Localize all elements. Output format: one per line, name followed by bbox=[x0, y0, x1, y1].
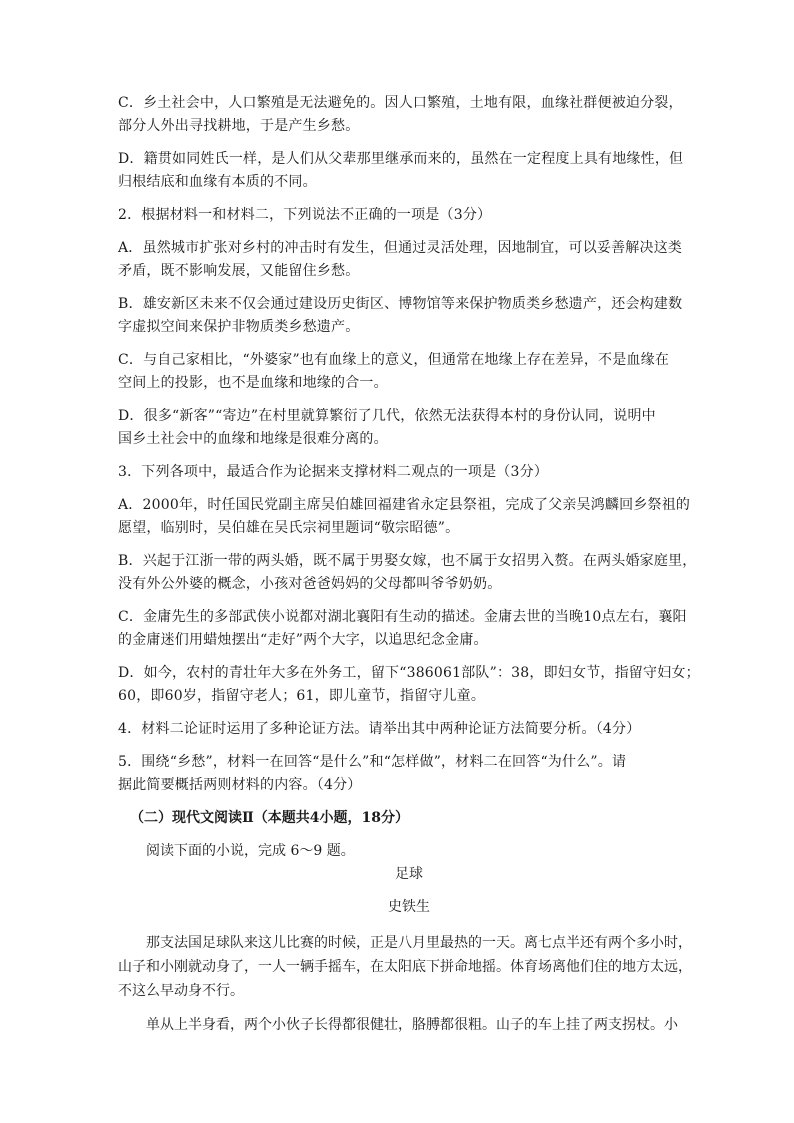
q2-option-c bbox=[118, 349, 678, 395]
story-title: 足球 bbox=[395, 866, 423, 882]
q3-option-b bbox=[118, 550, 697, 596]
text-line: 山子和小刚就动身了，一人一辆手摇车，在太阳底下拼命地摇。体育场离他们住的地方太远， bbox=[118, 959, 692, 975]
question-2-stem bbox=[118, 204, 678, 227]
story-paragraph bbox=[118, 1013, 678, 1037]
text-line: 的金庸迷们用蜡烛摆出“走好”两个大字，以追思纪念金庸。 bbox=[118, 632, 488, 648]
question-4 bbox=[118, 718, 678, 741]
text-line: 没有外公外婆的概念，小孩对爸爸妈妈的父母都叫爷爷奶奶。 bbox=[118, 576, 502, 592]
text-line: 字虚拟空间来保护非物质类乡愁遗产。 bbox=[118, 319, 360, 335]
text-line: 那支法国足球队来这儿比赛的时候，正是八月里最热的一天。离七点半还有两个多小时， bbox=[146, 935, 692, 951]
text-line: 2．根据材料一和材料二，下列说法不正确的一项是（3分） bbox=[118, 207, 492, 223]
text-line: C．乡土社会中，人口繁殖是无法避免的。因人口繁殖，土地有限，血缘社群便被迫分裂， bbox=[118, 95, 683, 111]
text-line: 单从上半身看，两个小伙子长得都很健壮，胳膊都很粗。山子的车上挂了两支拐杖。小 bbox=[146, 1017, 678, 1033]
q3-option-d bbox=[118, 662, 700, 708]
text-line: D．很多“新客”“寄边”在村里就算繁衍了几代，依然无法获得本村的身份认同，说明中 bbox=[118, 408, 656, 424]
q1-option-c bbox=[118, 92, 683, 138]
text-line: 愿望，临别时，吴伯雄在吴氏宗祠里题词“敬宗昭德”。 bbox=[118, 520, 460, 536]
text-line: B．兴起于江浙一带的两头婚，既不属于男娶女嫁，也不属于女招男入赘。在两头婚家庭里， bbox=[118, 553, 697, 569]
text-line: 4．材料二论证时运用了多种论证方法。请举出其中两种论证方法简要分析。（4分） bbox=[118, 721, 641, 737]
text-line: 60，即60岁，指留守老人；61，即儿童节，指留守儿童。 bbox=[118, 688, 486, 704]
document-page bbox=[118, 92, 700, 1047]
q2-option-d bbox=[118, 405, 678, 451]
text-line: 5．围绕“乡愁”，材料一在回答“是什么”和“怎样做”，材料二在回答“为什么”。请 bbox=[118, 754, 627, 770]
text-line: 3．下列各项中，最适合作为论据来支撑材料二观点的一项是（3分） bbox=[118, 464, 549, 480]
q3-option-a bbox=[118, 494, 691, 540]
text-line: 归根结底和血缘有本质的不同。 bbox=[118, 174, 317, 190]
text-line: 不这么早动身不行。 bbox=[118, 983, 244, 999]
text-line: A．虽然城市扩张对乡村的冲击时有发生，但通过灵活处理，因地制宜，可以妥善解决这类 bbox=[118, 240, 683, 256]
text-line: A．2000年，时任国民党副主席吴伯雄回福建省永定县祭祖，完成了父亲吴鸿麟回乡祭祖的 bbox=[118, 497, 691, 513]
story-author: 史铁生 bbox=[388, 899, 430, 915]
question-5 bbox=[118, 751, 678, 797]
text-line: 据此简要概括两则材料的内容。（4分） bbox=[118, 777, 362, 793]
story-paragraph bbox=[118, 931, 692, 1003]
text-line: 部分人外出寻找耕地，于是产生乡愁。 bbox=[118, 118, 360, 134]
section-heading: （二）现代文阅读Ⅱ（本题共4小题，18分） bbox=[130, 810, 410, 826]
text-line: D．如今，农村的青壮年大多在外务工，留下“386061部队”：38，即妇女节，指留守妇女； bbox=[118, 665, 700, 681]
q2-option-b bbox=[118, 293, 683, 339]
text-line: C．金庸先生的多部武侠小说都对湖北襄阳有生动的描述。金庸去世的当晚10点左右，襄阳 bbox=[118, 609, 687, 625]
text-line: 矛盾，既不影响发展，又能留住乡愁。 bbox=[118, 263, 360, 279]
question-3-stem bbox=[118, 461, 678, 484]
text-line: 国乡土社会中的血缘和地缘是很难分离的。 bbox=[118, 431, 388, 447]
q2-option-a bbox=[118, 237, 683, 283]
q1-option-d bbox=[118, 148, 684, 194]
text-line: B．雄安新区未来不仅会通过建设历史街区、博物馆等来保护物质类乡愁遗产，还会构建数 bbox=[118, 296, 683, 312]
text-line: D．籍贯如同姓氏一样，是人们从父辈那里继承而来的，虽然在一定程度上具有地缘性，但 bbox=[118, 151, 684, 167]
text-line: C．与自己家相比，“外婆家”也有血缘上的意义，但通常在地缘上存在差异，不是血缘在 bbox=[118, 352, 670, 368]
text-line: 空间上的投影，也不是血缘和地缘的合一。 bbox=[118, 375, 388, 391]
q3-option-c bbox=[118, 606, 687, 652]
reading-instruction: 阅读下面的小说，完成 6～9 题。 bbox=[146, 843, 355, 859]
